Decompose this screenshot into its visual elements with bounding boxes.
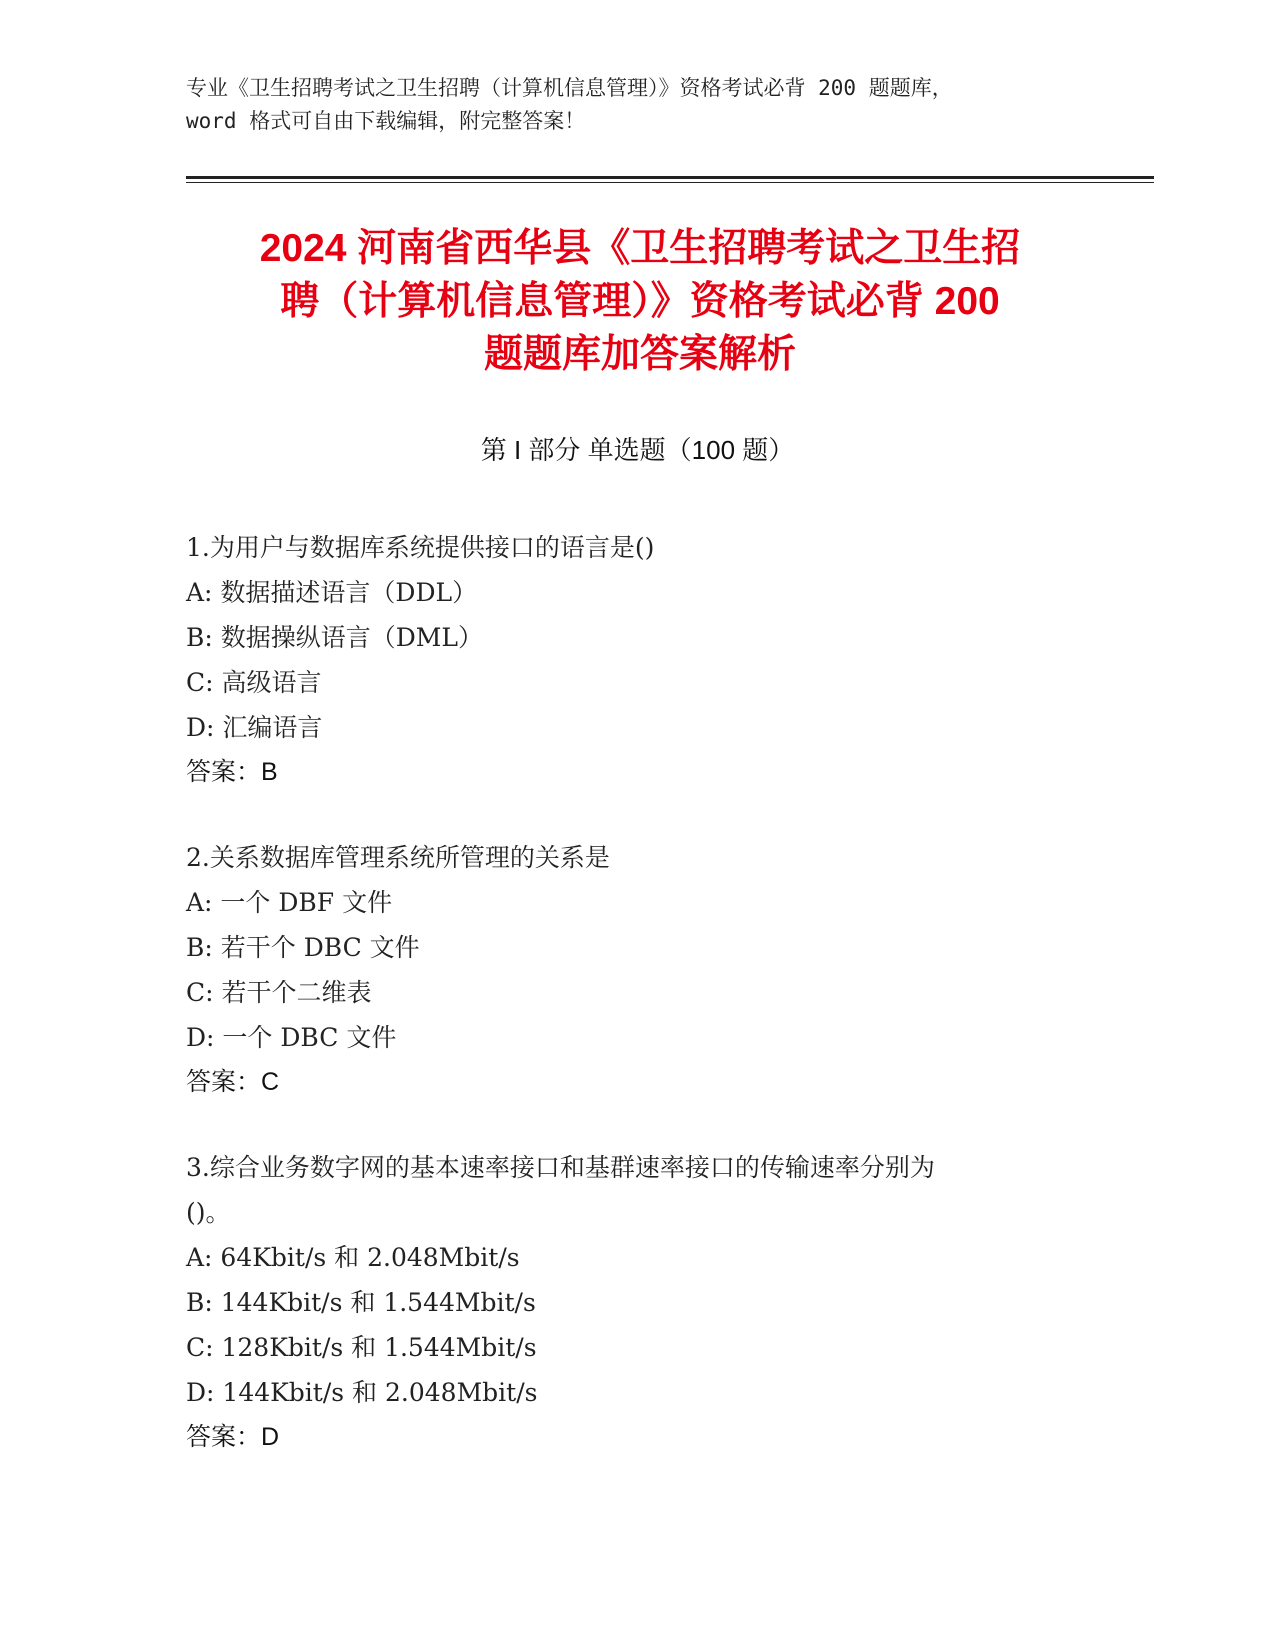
option-d: D: 一个 DBC 文件	[186, 1023, 397, 1052]
question-item	[186, 525, 1116, 795]
title-line-3: 题题库加答案解析	[483, 333, 796, 376]
header-note-line-1: 专业《卫生招聘考试之卫生招聘（计算机信息管理）》资格考试必背 200 题题库，	[186, 76, 953, 100]
answer-label: 答案：D	[186, 1423, 280, 1451]
option-b: B: 若干个 DBC 文件	[186, 933, 420, 962]
answer-label: 答案：B	[186, 758, 278, 786]
header-rule-thick	[186, 176, 1154, 179]
option-a: A: 64Kbit/s 和 2.048Mbit/s	[186, 1243, 520, 1272]
answer-label: 答案：C	[186, 1068, 280, 1096]
option-d: D: 144Kbit/s 和 2.048Mbit/s	[186, 1378, 538, 1407]
section-title: 第 I 部分 单选题（100 题）	[480, 435, 795, 465]
header-note	[186, 72, 1116, 138]
header-rule-thin	[186, 182, 1154, 183]
question-item	[186, 835, 1116, 1105]
question-stem: 3.综合业务数字网的基本速率接口和基群速率接口的传输速率分别为	[186, 1153, 935, 1182]
option-c: C: 128Kbit/s 和 1.544Mbit/s	[186, 1333, 537, 1362]
question-stem: 2.关系数据库管理系统所管理的关系是	[186, 843, 610, 872]
option-b: B: 144Kbit/s 和 1.544Mbit/s	[186, 1288, 536, 1317]
document-title	[160, 222, 1120, 381]
option-c: C: 若干个二维表	[186, 978, 372, 1007]
option-b: B: 数据操纵语言（DML）	[186, 623, 483, 652]
option-c: C: 高级语言	[186, 668, 322, 697]
question-stem: 1.为用户与数据库系统提供接口的语言是()	[186, 533, 655, 562]
title-line-2: 聘（计算机信息管理）》资格考试必背 200	[280, 280, 1000, 323]
option-d: D: 汇编语言	[186, 713, 323, 742]
header-note-line-2: word 格式可自由下载编辑，附完整答案！	[186, 109, 586, 133]
title-line-1: 2024 河南省西华县《卫生招聘考试之卫生招	[259, 227, 1021, 270]
option-a: A: 数据描述语言（DDL）	[186, 578, 478, 607]
question-item	[186, 1145, 1116, 1460]
option-a: A: 一个 DBF 文件	[186, 888, 393, 917]
question-stem-continued: ()。	[186, 1198, 231, 1227]
question-list	[186, 525, 1116, 1500]
